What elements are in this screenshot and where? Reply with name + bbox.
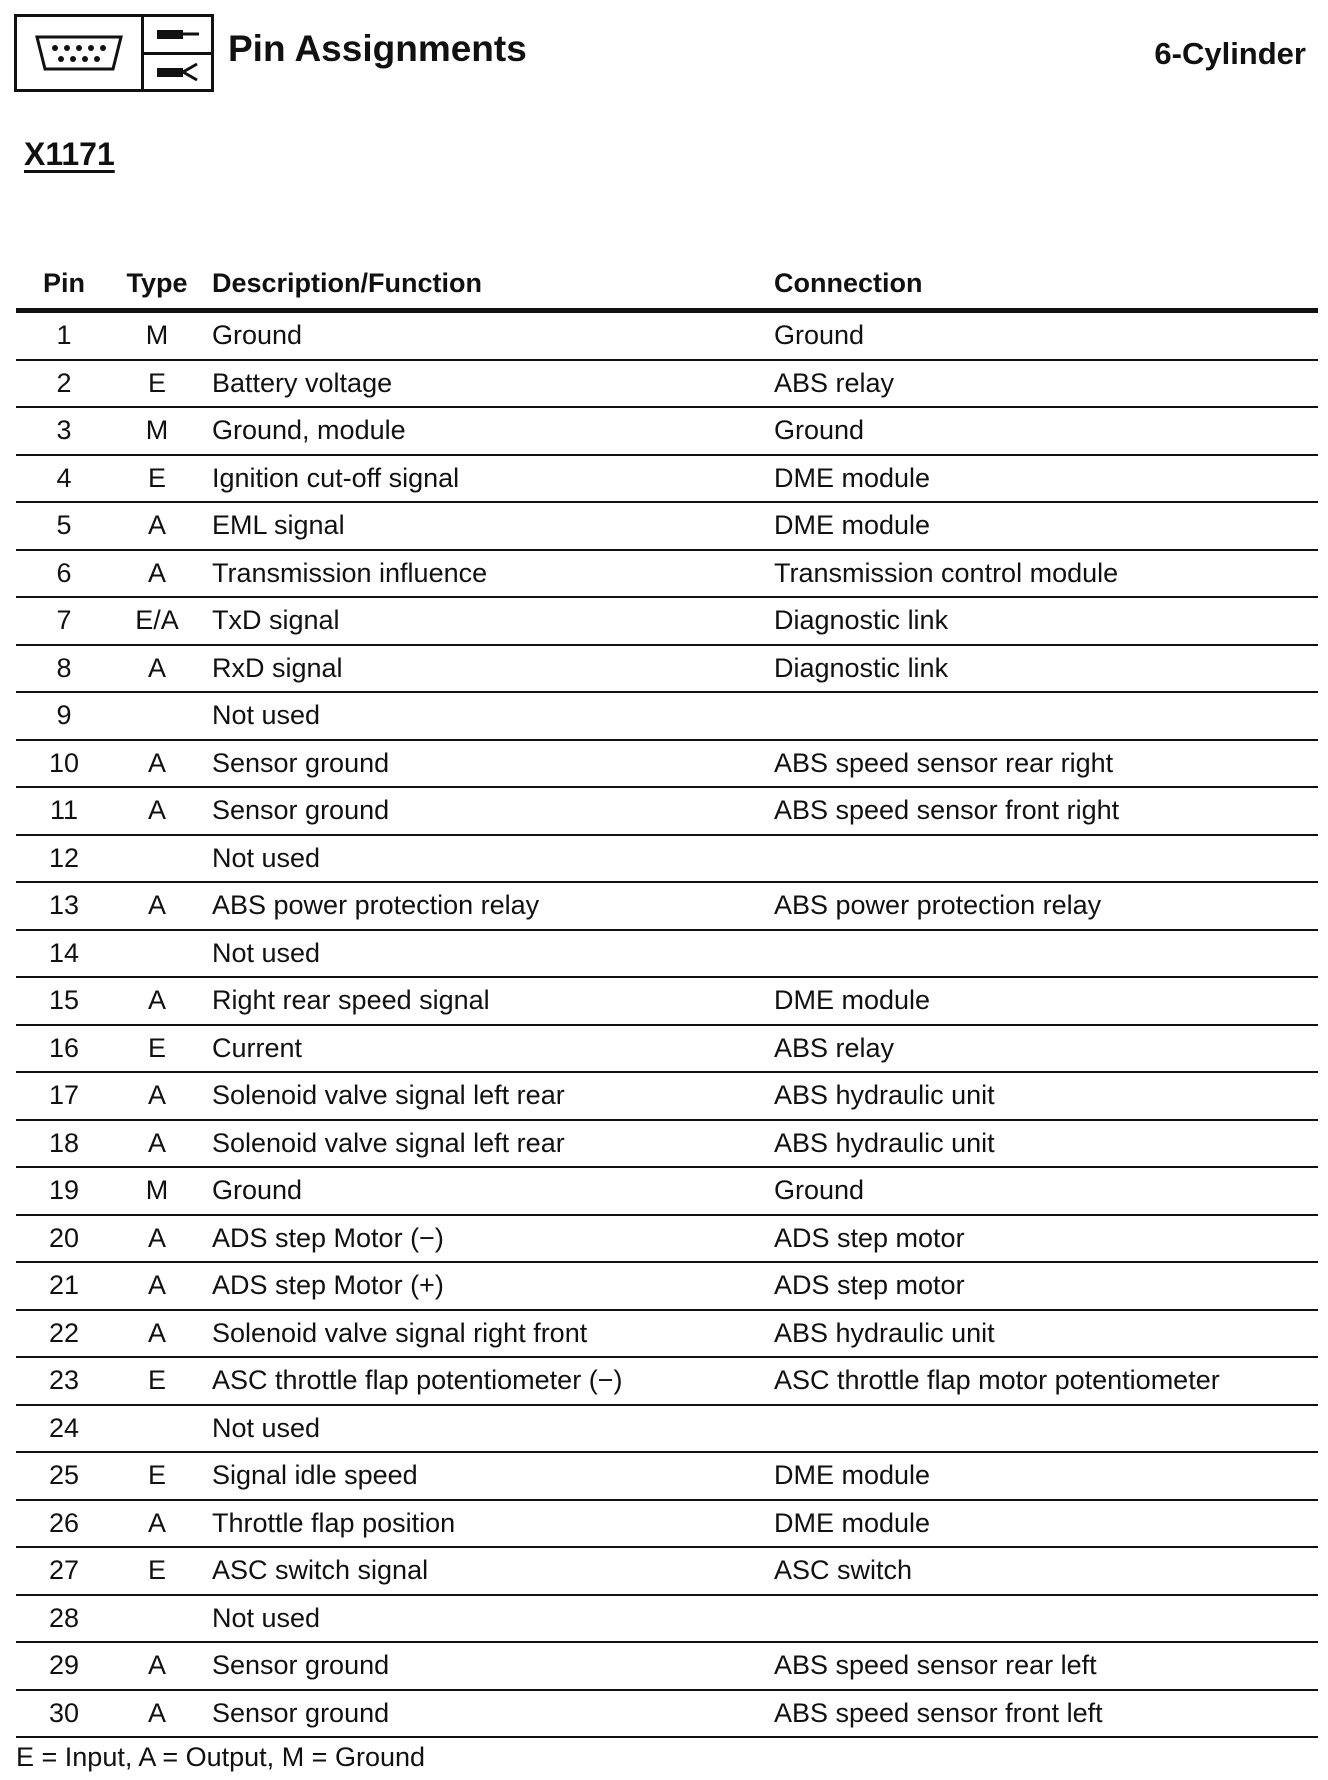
column-header-connection: Connection	[774, 267, 923, 298]
description-cell: Battery voltage	[212, 367, 393, 398]
connection-cell: Ground	[774, 320, 865, 351]
table-row	[16, 788, 1318, 836]
table-row	[16, 1026, 1318, 1074]
description-cell: Transmission influence	[212, 557, 488, 588]
description-cell: ASC switch signal	[212, 1555, 429, 1586]
table-row	[16, 836, 1318, 884]
description-cell: Not used	[212, 1602, 321, 1633]
pin-cell: 10	[48, 747, 80, 778]
header-icon-box	[14, 14, 214, 92]
table-row	[16, 313, 1318, 361]
description-cell: Sensor ground	[212, 795, 390, 826]
pin-diagram-icon	[144, 17, 211, 89]
table-row	[16, 361, 1318, 409]
table-row	[16, 883, 1318, 931]
type-cell: M	[145, 415, 169, 446]
type-cell: A	[147, 652, 166, 683]
type-cell: A	[147, 1222, 166, 1253]
type-cell: E	[147, 367, 166, 398]
pin-cell: 15	[48, 985, 80, 1016]
legend-footnote: E = Input, A = Output, M = Ground	[16, 1742, 426, 1772]
table-row	[16, 1216, 1318, 1264]
description-cell: Ground, module	[212, 415, 406, 446]
table-row	[16, 1501, 1318, 1549]
pin-table	[16, 258, 1318, 1738]
table-row	[16, 978, 1318, 1026]
pin-cell: 29	[48, 1650, 80, 1681]
page-title: Pin Assignments	[228, 28, 527, 69]
pin-cell: 9	[56, 700, 72, 731]
pin-cell: 6	[56, 557, 72, 588]
description-cell: Ground	[212, 320, 303, 351]
connection-cell: ABS hydraulic unit	[774, 1127, 995, 1158]
table-row	[16, 1073, 1318, 1121]
pin-cell: 26	[48, 1507, 80, 1538]
table-row	[16, 408, 1318, 456]
description-cell: ABS power protection relay	[212, 890, 540, 921]
description-cell: Solenoid valve signal left rear	[212, 1080, 565, 1111]
type-cell: E	[147, 462, 166, 493]
pin-cell: 23	[48, 1365, 80, 1396]
description-cell: Solenoid valve signal left rear	[212, 1127, 565, 1158]
connection-cell: Ground	[774, 1175, 865, 1206]
description-cell: ASC throttle flap potentiometer (−)	[212, 1365, 623, 1396]
pin-cell: 14	[48, 937, 80, 968]
connection-cell: ABS speed sensor front left	[774, 1697, 1103, 1728]
type-cell: A	[147, 1697, 166, 1728]
pin-cell: 12	[48, 842, 80, 873]
pin-cell: 7	[56, 605, 72, 636]
description-cell: Signal idle speed	[212, 1460, 418, 1491]
connection-cell: ADS step motor	[774, 1270, 965, 1301]
pin-cell: 21	[48, 1270, 80, 1301]
type-cell: A	[147, 510, 166, 541]
table-row	[16, 1453, 1318, 1501]
pin-cell: 25	[48, 1460, 80, 1491]
table-row	[16, 456, 1318, 504]
description-cell: Sensor ground	[212, 1697, 390, 1728]
table-row	[16, 931, 1318, 979]
description-cell: Ground	[212, 1175, 303, 1206]
description-cell: Not used	[212, 842, 321, 873]
connection-cell: DME module	[774, 462, 931, 493]
connection-cell: DME module	[774, 1507, 931, 1538]
description-cell: Not used	[212, 700, 321, 731]
connection-cell: ASC throttle flap motor potentiometer	[774, 1365, 1220, 1396]
connection-cell: ADS step motor	[774, 1222, 965, 1253]
table-row	[16, 1168, 1318, 1216]
description-cell: Solenoid valve signal right front	[212, 1317, 588, 1348]
table-row	[16, 1691, 1318, 1739]
table-body	[16, 313, 1318, 1738]
type-cell: M	[145, 1175, 169, 1206]
pin-cell: 4	[56, 462, 72, 493]
pin-cell: 16	[48, 1032, 80, 1063]
type-cell: E	[147, 1460, 166, 1491]
connection-cell: ABS speed sensor rear left	[774, 1650, 1097, 1681]
connection-cell: ABS hydraulic unit	[774, 1317, 995, 1348]
type-cell: A	[147, 1317, 166, 1348]
pin-cell: 11	[49, 795, 79, 826]
table-row	[16, 1311, 1318, 1359]
connection-cell: DME module	[774, 1460, 931, 1491]
pin-cell: 22	[48, 1317, 80, 1348]
connector-id: X1171	[24, 136, 115, 172]
connector-icon	[17, 17, 144, 89]
description-cell: Right rear speed signal	[212, 985, 490, 1016]
type-cell: A	[147, 795, 166, 826]
type-cell: A	[147, 1080, 166, 1111]
pin-cell: 18	[48, 1127, 80, 1158]
type-cell: A	[147, 1127, 166, 1158]
table-row	[16, 503, 1318, 551]
connection-cell: Diagnostic link	[774, 605, 949, 636]
table-header	[16, 258, 1318, 313]
table-row	[16, 741, 1318, 789]
type-cell: A	[147, 1270, 166, 1301]
table-row	[16, 551, 1318, 599]
type-cell: M	[145, 320, 169, 351]
connection-cell: ABS hydraulic unit	[774, 1080, 995, 1111]
description-cell: Not used	[212, 1412, 321, 1443]
table-row	[16, 646, 1318, 694]
description-cell: Sensor ground	[212, 1650, 390, 1681]
pin-cell: 13	[48, 890, 80, 921]
description-cell: EML signal	[212, 510, 345, 541]
connection-cell: Ground	[774, 415, 865, 446]
description-cell: RxD signal	[212, 652, 343, 683]
engine-variant: 6-Cylinder	[1154, 36, 1306, 71]
connection-cell: ABS speed sensor rear right	[774, 747, 1114, 778]
table-row	[16, 1548, 1318, 1596]
description-cell: Sensor ground	[212, 747, 390, 778]
pin-cell: 17	[48, 1080, 80, 1111]
table-row	[16, 1358, 1318, 1406]
type-cell: E/A	[135, 605, 179, 636]
description-cell: TxD signal	[212, 605, 340, 636]
description-cell: Throttle flap position	[212, 1507, 456, 1538]
type-cell: A	[147, 985, 166, 1016]
type-cell: E	[147, 1555, 166, 1586]
description-cell: Current	[212, 1032, 303, 1063]
pin-cell: 3	[56, 415, 72, 446]
pin-cell: 30	[48, 1697, 80, 1728]
pin-cell: 27	[48, 1555, 80, 1586]
type-cell: A	[147, 747, 166, 778]
connection-cell: ABS power protection relay	[774, 890, 1102, 921]
type-cell: A	[147, 1507, 166, 1538]
pin-cell: 28	[48, 1602, 80, 1633]
table-row	[16, 1406, 1318, 1454]
description-cell: Ignition cut-off signal	[212, 462, 460, 493]
description-cell: Not used	[212, 937, 321, 968]
type-cell: E	[147, 1365, 166, 1396]
pin-cell: 19	[48, 1175, 80, 1206]
connection-cell: DME module	[774, 510, 931, 541]
table-row	[16, 1263, 1318, 1311]
column-header-type: Type	[126, 267, 188, 298]
connection-cell: ASC switch	[774, 1555, 913, 1586]
description-cell: ADS step Motor (−)	[212, 1222, 444, 1253]
type-cell: E	[147, 1032, 166, 1063]
column-header-description: Description/Function	[212, 267, 482, 298]
pin-cell: 8	[56, 652, 72, 683]
connection-cell: ABS relay	[774, 1032, 895, 1063]
connection-cell: Diagnostic link	[774, 652, 949, 683]
table-row	[16, 1643, 1318, 1691]
pin-cell: 20	[48, 1222, 80, 1253]
table-row	[16, 598, 1318, 646]
description-cell: ADS step Motor (+)	[212, 1270, 444, 1301]
pin-cell: 5	[56, 510, 72, 541]
connection-cell: ABS relay	[774, 367, 895, 398]
type-cell: A	[147, 1650, 166, 1681]
pin-cell: 1	[56, 320, 72, 351]
type-cell: A	[147, 890, 166, 921]
table-row	[16, 1596, 1318, 1644]
type-cell: A	[147, 557, 166, 588]
pin-cell: 2	[56, 367, 72, 398]
table-row	[16, 1121, 1318, 1169]
connection-cell: ABS speed sensor front right	[774, 795, 1120, 826]
column-header-pin: Pin	[42, 267, 85, 298]
connection-cell: DME module	[774, 985, 931, 1016]
connection-cell: Transmission control module	[774, 557, 1119, 588]
pin-cell: 24	[48, 1412, 80, 1443]
table-row	[16, 693, 1318, 741]
